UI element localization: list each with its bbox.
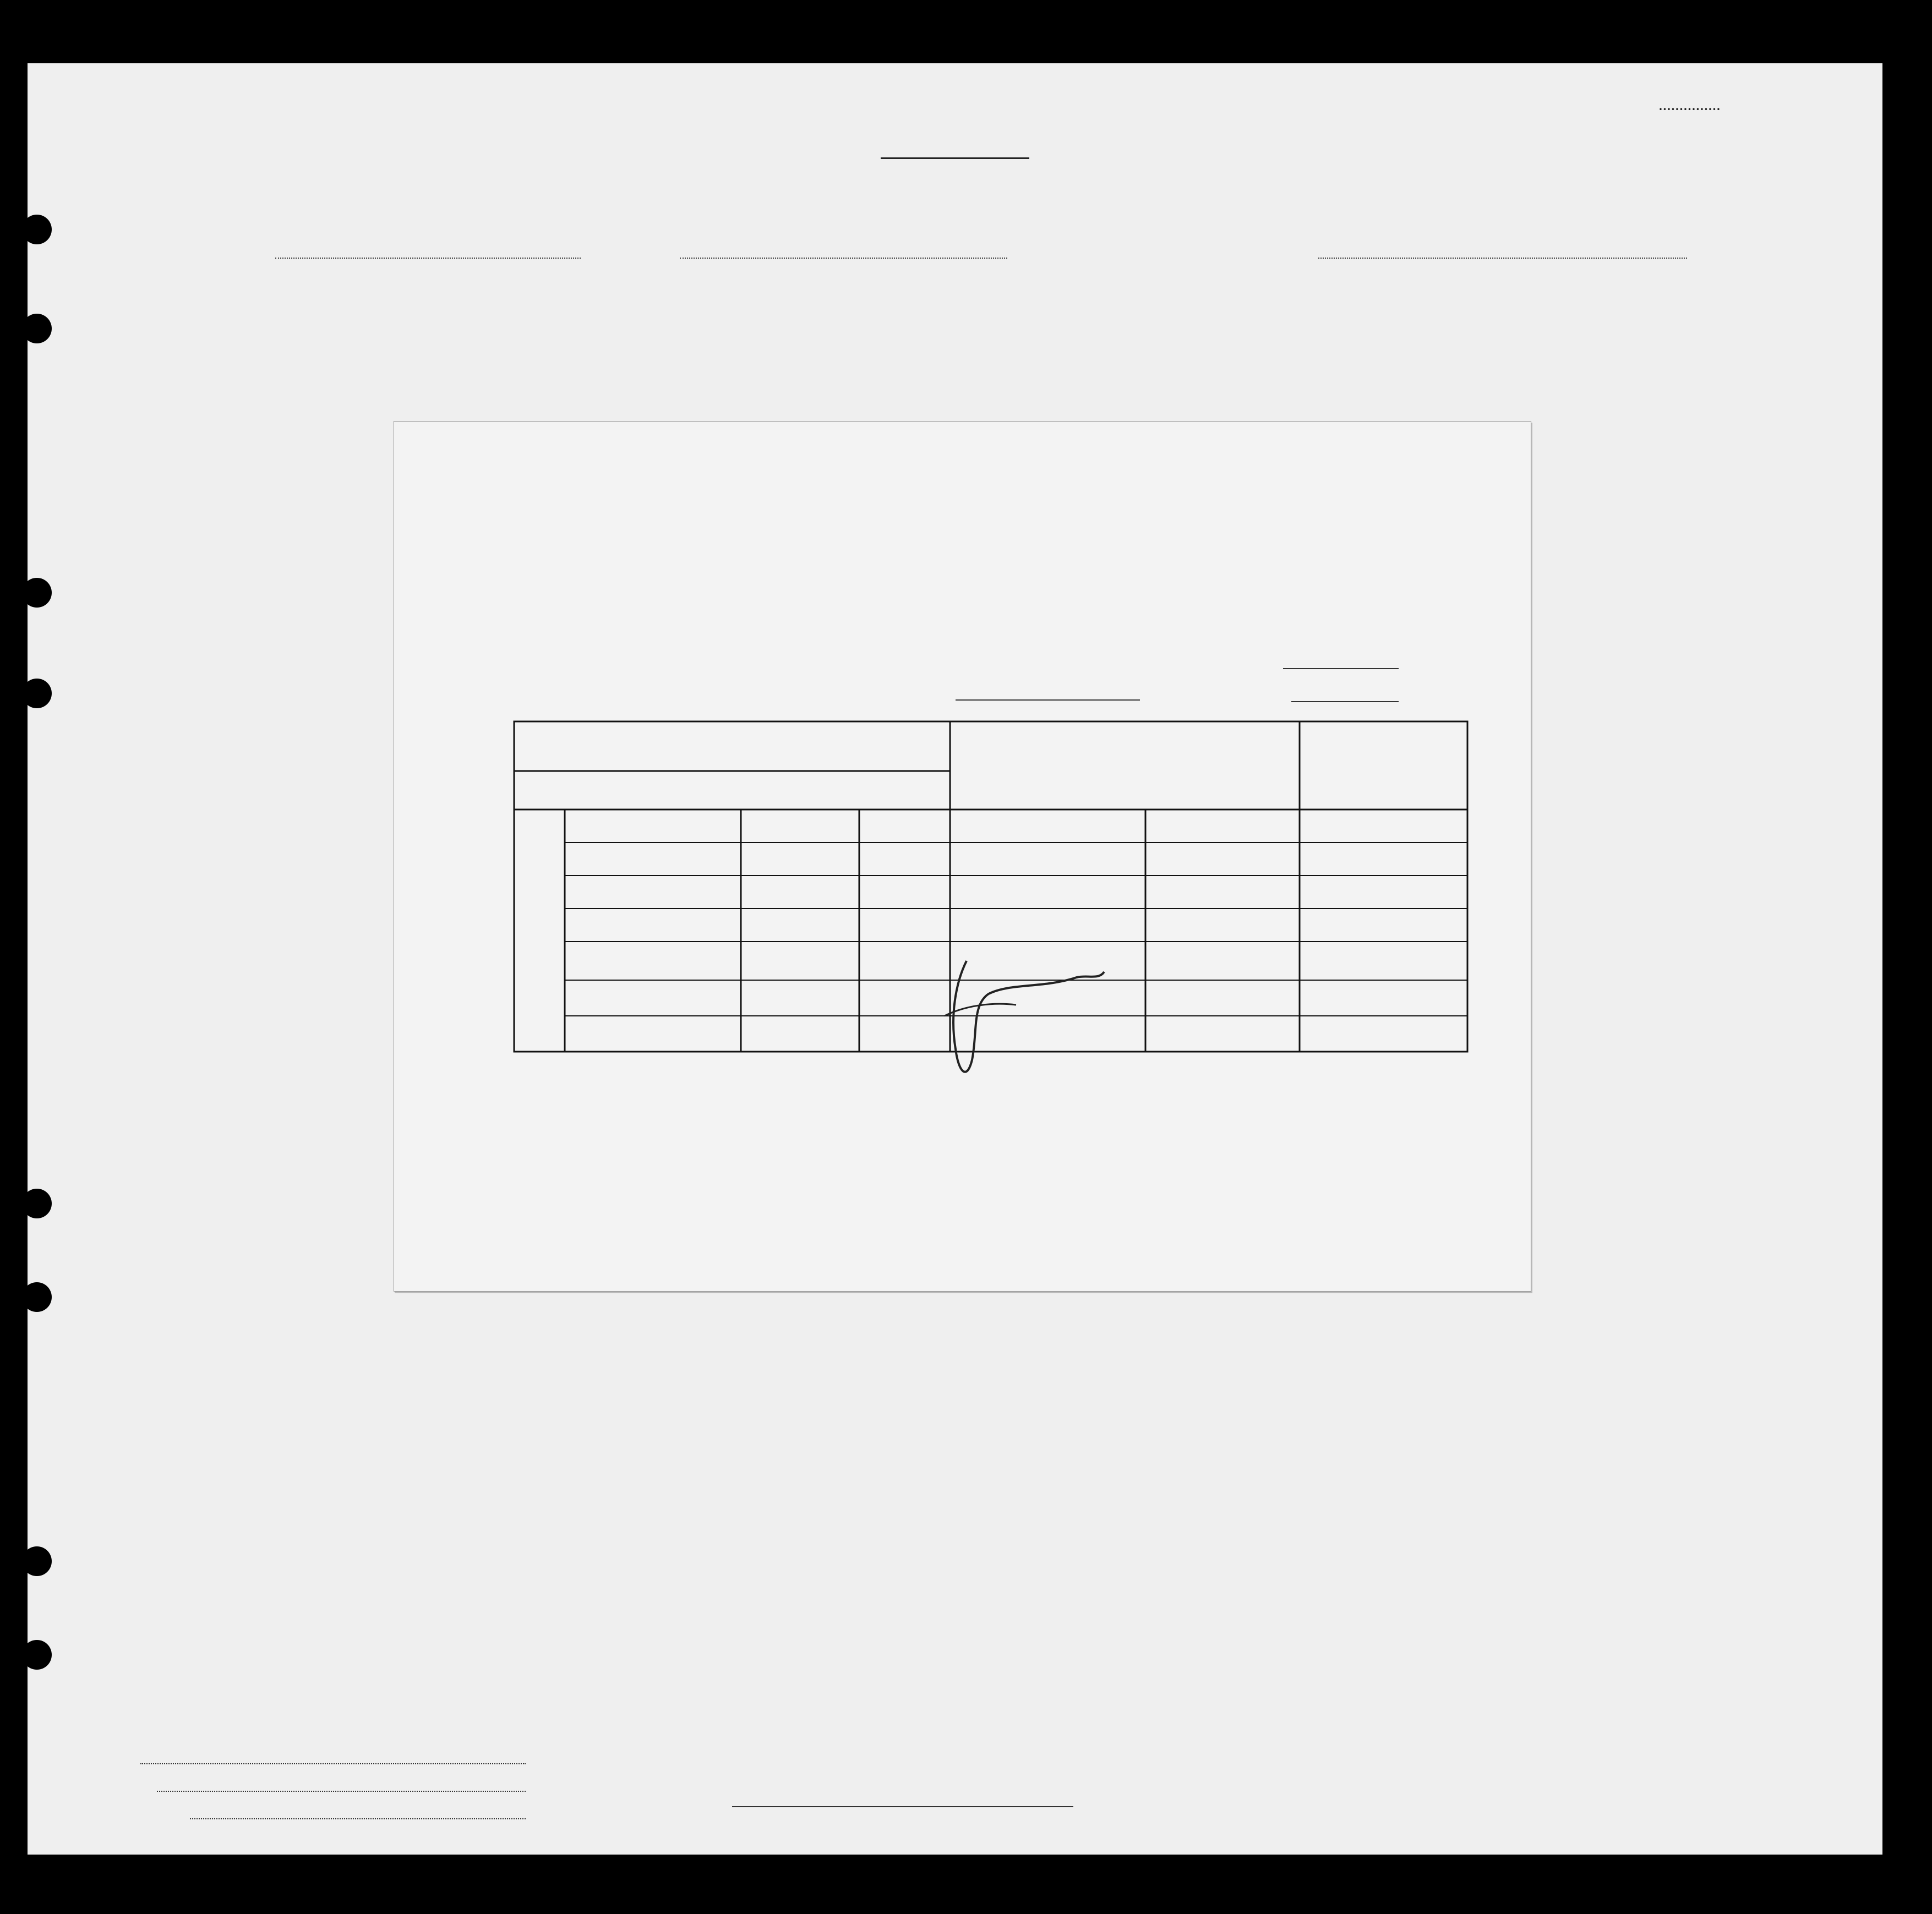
owners-field — [157, 1791, 526, 1792]
inspector-signature — [934, 950, 1110, 1093]
crew-table-grid — [394, 422, 1531, 1291]
line-field — [140, 1763, 526, 1764]
sheet-number-label: ............... — [1660, 99, 1722, 113]
attached-crew-list — [394, 421, 1531, 1292]
inspector-signature-line — [732, 1806, 1073, 1807]
local-agents-field — [190, 1818, 526, 1819]
